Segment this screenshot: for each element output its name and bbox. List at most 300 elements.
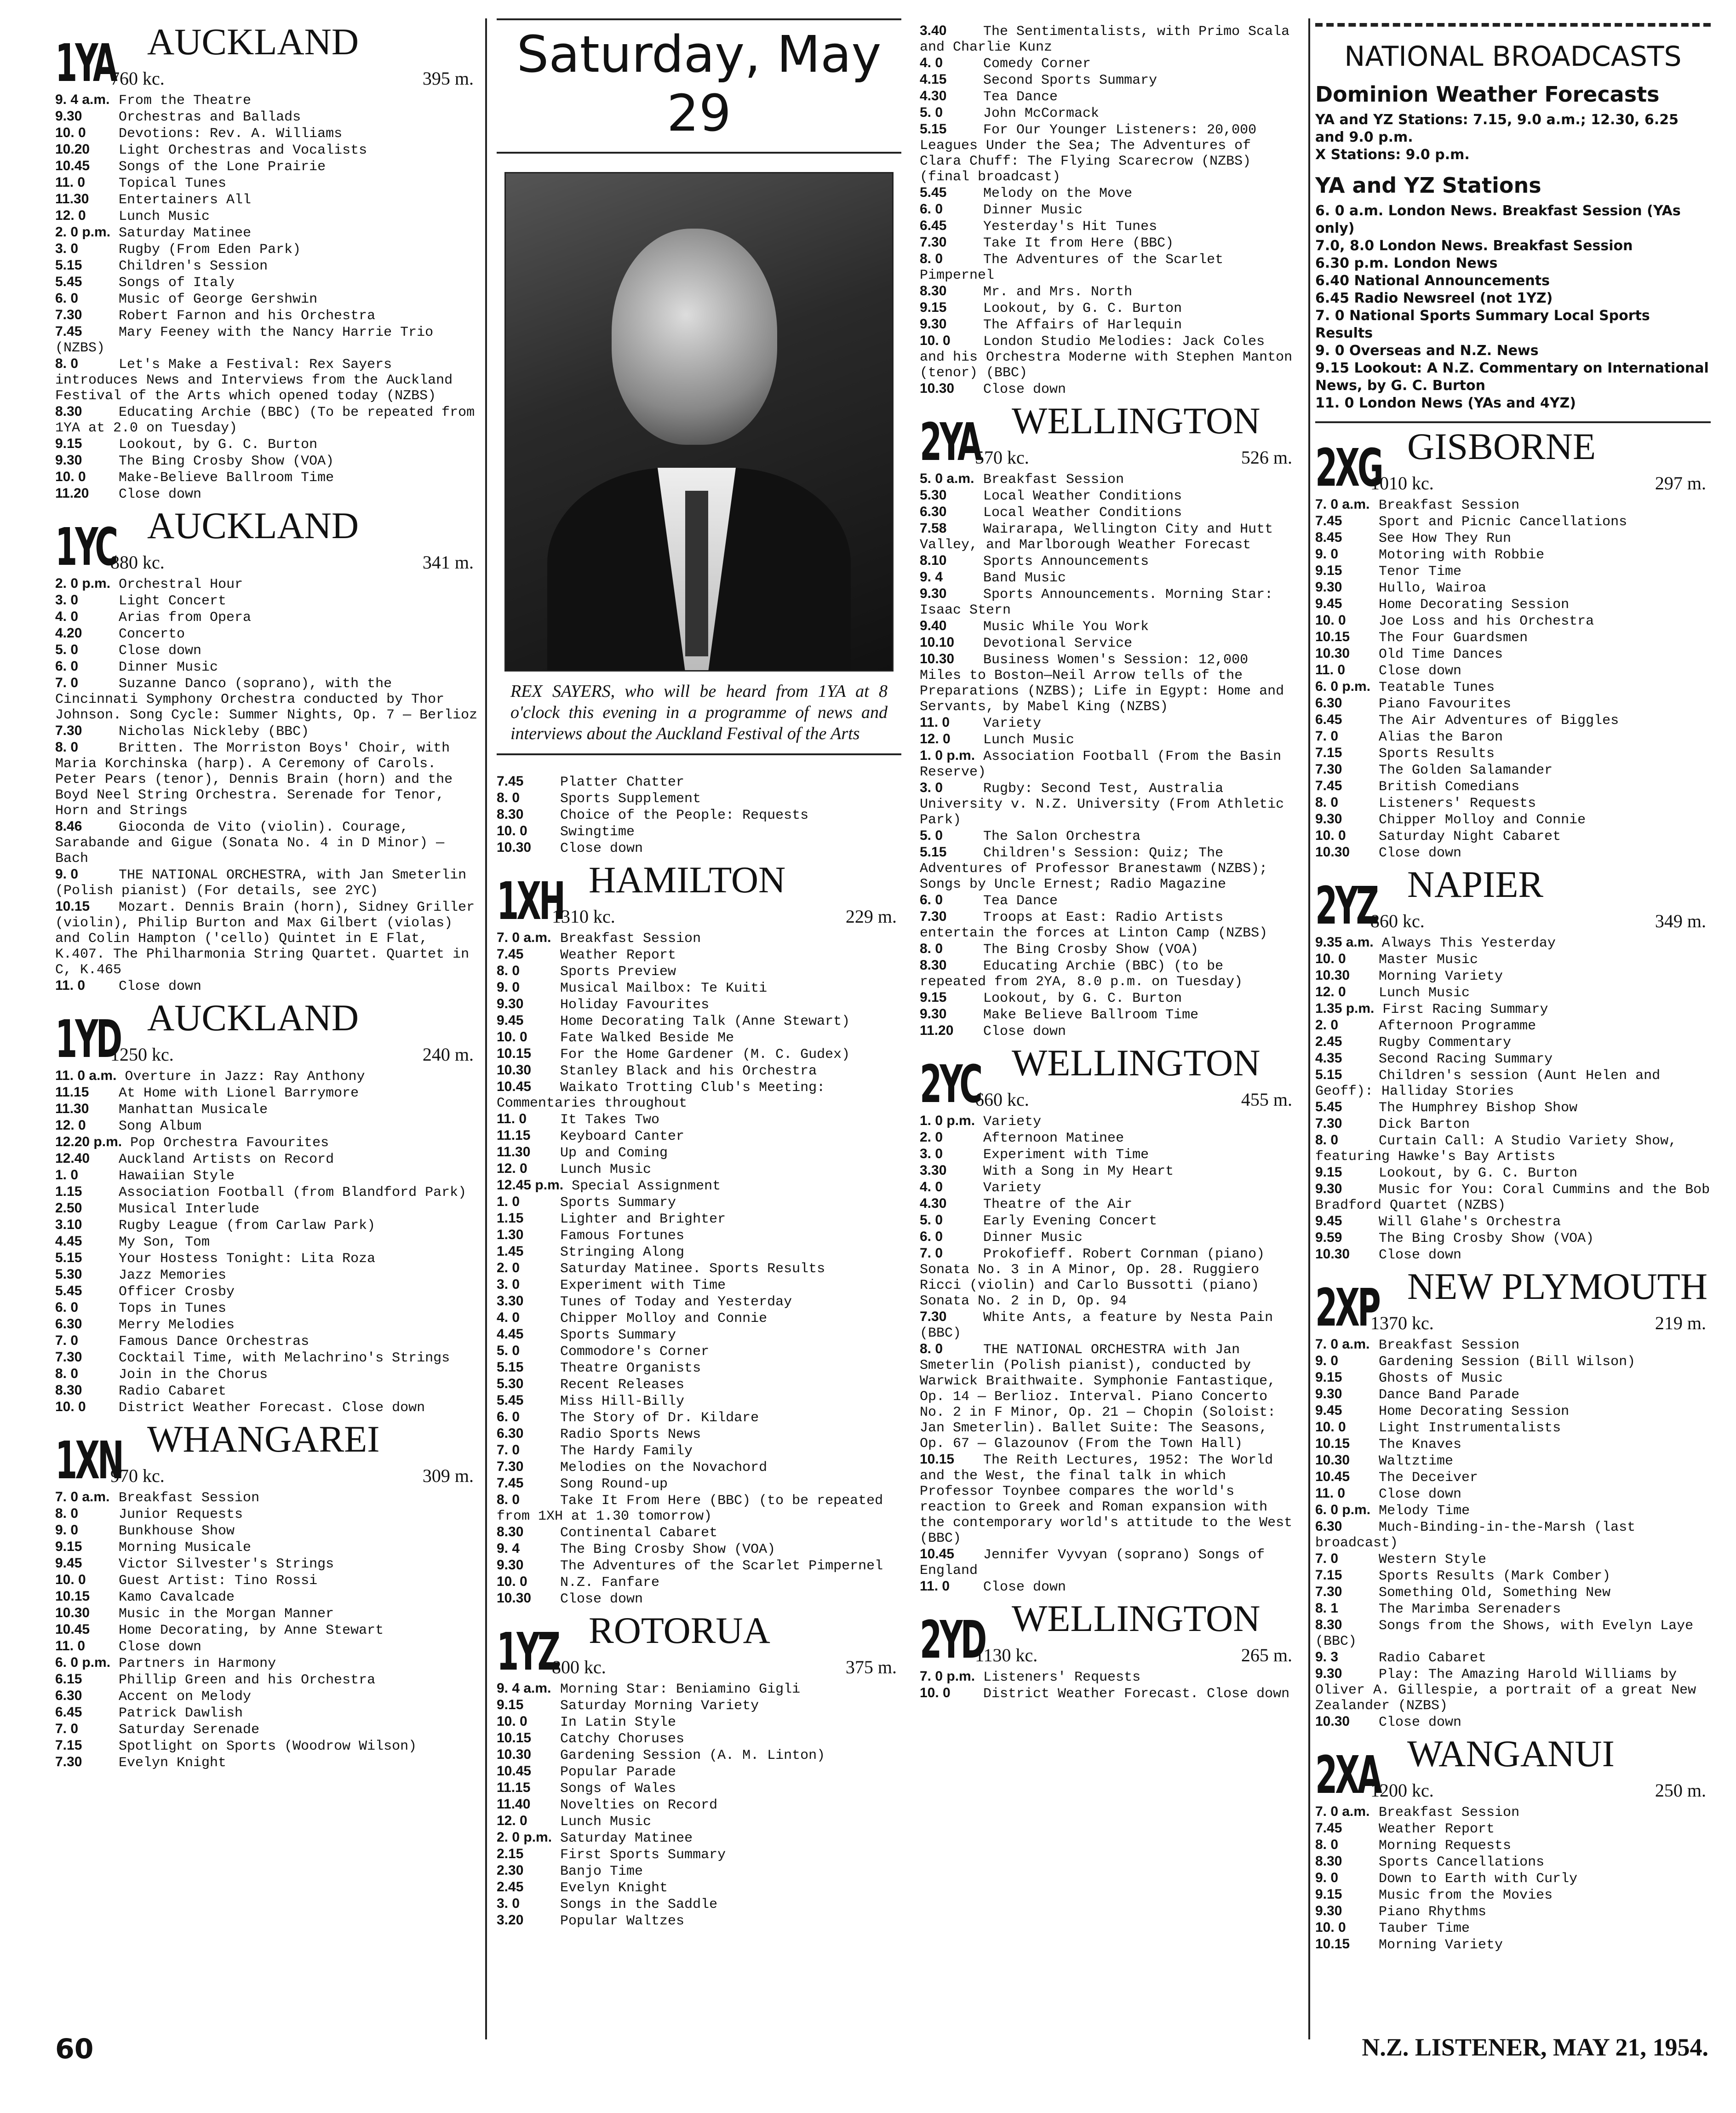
programme-item: [920, 1163, 1297, 1179]
programme-time: 5.15: [55, 1250, 82, 1265]
programme-title: Songs of the Lone Prairie: [119, 159, 326, 175]
programme-time: 7.30: [55, 1349, 82, 1365]
programme-time: 10. 0: [920, 333, 951, 348]
programme-title: See How They Run: [1379, 531, 1512, 546]
programme-item: [497, 1879, 901, 1896]
programme-time: 10.45: [1315, 1469, 1350, 1484]
programme-item: [1315, 695, 1711, 712]
programme-title: Waikato Trotting Club's Meeting: Commentaries throughout: [497, 1080, 825, 1111]
programme-item: [1315, 1804, 1711, 1820]
programme-item: [55, 1572, 478, 1589]
programme-item: [55, 224, 478, 241]
programme-time: 10.30: [1315, 1714, 1350, 1729]
programme-item: [55, 1151, 478, 1167]
programme-time: 7.15: [1315, 1568, 1342, 1583]
programme-list: [1315, 1337, 1711, 1730]
programme-title: THE NATIONAL ORCHESTRA, with Jan Smeterlin (Polish pianist) (For details, see 2YC): [55, 867, 467, 899]
programme-time: 8.30: [55, 1383, 82, 1398]
column-2: [497, 18, 901, 1929]
programme-time: 8.46: [55, 819, 82, 834]
programme-time: 10. 0: [1315, 613, 1346, 628]
programme-time: 7. 0: [55, 1333, 79, 1348]
programme-item: [1315, 1403, 1711, 1419]
programme-title: From the Theatre: [119, 93, 252, 109]
programme-time: 7.45: [1315, 513, 1342, 528]
programme-time: 10.45: [55, 158, 90, 173]
programme-item: [497, 1697, 901, 1714]
programme-item: [920, 892, 1297, 909]
programme-title: The Air Adventures of Biggles: [1379, 713, 1619, 729]
programme-title: Melodies on the Novachord: [560, 1460, 768, 1476]
station-block: [920, 23, 1297, 397]
programme-title: With a Song in My Heart: [983, 1164, 1174, 1179]
programme-title: The Knaves: [1379, 1437, 1462, 1453]
programme-time: 7.45: [497, 1476, 524, 1491]
programme-time: 3. 0: [497, 1277, 520, 1292]
programme-time: 9.15: [920, 990, 947, 1005]
programme-item: [497, 807, 901, 823]
programme-item: [497, 947, 901, 963]
programme-item: [920, 748, 1297, 780]
programme-title: Breakfast Session: [1379, 1805, 1520, 1820]
programme-item: [55, 1118, 478, 1134]
national-item: 6.40 National Announcements: [1315, 273, 1550, 289]
weather-line: YA and YZ Stations: 7.15, 9.0 a.m.; 12.30, 6.25 and 9.0 p.m.: [1315, 112, 1679, 145]
programme-time: 10. 0: [1315, 828, 1346, 843]
programme-item: [55, 819, 478, 867]
programme-title: Theatre Organists: [560, 1361, 701, 1376]
programme-title: Lookout, by G. C. Burton: [983, 301, 1182, 316]
programme-time: 5. 0 a.m.: [920, 471, 974, 486]
programme-time: 9. 0: [1315, 1353, 1339, 1368]
programme-time: 10. 0: [497, 1029, 527, 1045]
programme-time: 7.30: [1315, 1116, 1342, 1131]
programme-item: [920, 1546, 1297, 1579]
programme-time: 7.30: [920, 1309, 947, 1324]
programme-time: 10.45: [920, 1546, 955, 1562]
station-wavelength: 526 m.: [1241, 447, 1292, 468]
programme-time: 7.45: [1315, 778, 1342, 793]
programme-item: [1315, 1051, 1711, 1067]
programme-time: 3. 0: [55, 592, 79, 608]
programme-title: Music for You: Coral Cummins and the Bob Bradford Quartet (NZBS): [1315, 1182, 1710, 1213]
programme-title: Phillip Green and his Orchestra: [119, 1672, 376, 1688]
programme-time: 3.40: [920, 23, 947, 38]
programme-time: 9.30: [55, 453, 82, 468]
programme-time: 9.30: [920, 586, 947, 601]
programme-time: 11.30: [497, 1144, 531, 1160]
programme-item: [497, 1846, 901, 1863]
programme-title: Close down: [1379, 845, 1462, 861]
programme-time: 11.15: [497, 1780, 531, 1795]
programme-time: 8. 0: [55, 740, 79, 755]
programme-title: Britten. The Morriston Boys' Choir, with Maria Korchinska (harp). A Ceremony of Carols. Peter Pears (tenor), Dennis Brain (horn) and the Boyd Neel String Orchestra. Serenade for Tenor, Horn and Strings: [55, 741, 453, 819]
programme-time: 9.15: [55, 436, 82, 451]
programme-item: [497, 1343, 901, 1360]
programme-title: Radio Sports News: [560, 1427, 701, 1442]
programme-time: 2. 0 p.m.: [55, 576, 111, 591]
programme-title: Comedy Corner: [983, 56, 1091, 72]
programme-item: [1315, 811, 1711, 828]
programme-time: 10.30: [497, 1590, 532, 1606]
programme-item: [55, 1068, 478, 1085]
programme-item: [1315, 1116, 1711, 1132]
programme-title: Joe Loss and his Orchestra: [1379, 614, 1594, 629]
programme-title: Home Decorating Session: [1379, 597, 1570, 613]
weather-heading: Dominion Weather Forecasts: [1315, 82, 1660, 107]
programme-time: 11.20: [920, 1023, 954, 1038]
programme-time: 12. 0: [497, 1813, 527, 1828]
programme-time: 2. 0 p.m.: [55, 224, 111, 240]
programme-time: 9.15: [1315, 563, 1342, 578]
programme-time: 7.15: [55, 1738, 82, 1753]
programme-item: [920, 1023, 1297, 1039]
programme-title: Spotlight on Sports (Woodrow Wilson): [119, 1739, 417, 1754]
column-rule-right: [1308, 18, 1310, 2039]
programme-item: [1315, 968, 1711, 984]
programme-title: Home Decorating, by Anne Stewart: [119, 1623, 384, 1638]
programme-title: Nicholas Nickleby (BBC): [119, 724, 309, 740]
programme-item: [55, 486, 478, 502]
programme-time: 11. 0: [920, 1579, 950, 1594]
national-list: [1315, 202, 1711, 423]
programme-time: 6. 0 p.m.: [1315, 679, 1371, 694]
station-frequency: 1200 kc.: [1370, 1780, 1434, 1801]
programme-item: [497, 1714, 901, 1730]
programme-title: Officer Crosby: [119, 1284, 235, 1300]
programme-item: [55, 1539, 478, 1556]
programme-time: 8.30: [1315, 1617, 1342, 1632]
programme-time: 5.45: [1315, 1099, 1342, 1114]
portrait-photo: [504, 172, 894, 672]
programme-time: 7.30: [55, 723, 82, 738]
programme-time: 9.30: [497, 1557, 524, 1573]
programme-title: Tauber Time: [1379, 1921, 1470, 1936]
station-callsign: 2YZ: [1315, 876, 1377, 936]
programme-title: Rugby League (from Carlaw Park): [119, 1218, 376, 1234]
programme-time: 7. 0 p.m.: [920, 1669, 975, 1684]
station-callsign: 1YC: [55, 517, 116, 577]
programme-title: Music of George Gershwin: [119, 292, 318, 307]
programme-item: [55, 1101, 478, 1118]
station-city: NAPIER: [1407, 863, 1544, 905]
programme-title: Dinner Music: [983, 202, 1083, 218]
programme-time: 11. 0: [1315, 1486, 1346, 1501]
station-callsign: 2YC: [920, 1055, 981, 1114]
programme-item: [920, 941, 1297, 958]
programme-title: Sport and Picnic Cancellations: [1379, 514, 1627, 530]
programme-time: 5. 0: [55, 642, 79, 657]
programme-item: [55, 241, 478, 258]
station-city: GISBORNE: [1407, 425, 1596, 467]
programme-title: Educating Archie (BBC) (To be repeated from 1YA at 2.0 on Tuesday): [55, 405, 475, 436]
programme-time: 4. 0: [920, 55, 943, 70]
programme-item: [920, 381, 1297, 397]
programme-time: 9. 4: [920, 569, 943, 585]
national-item: 11. 0 London News (YAs and 4YZ): [1315, 395, 1576, 411]
programme-title: Songs from the Shows, with Evelyn Laye (BBC): [1315, 1618, 1694, 1649]
programme-item: [55, 404, 478, 436]
programme-item: [920, 88, 1297, 105]
programme-item: [1315, 778, 1711, 795]
programme-time: 7.30: [497, 1459, 524, 1474]
programme-time: 7. 0 a.m.: [1315, 1337, 1370, 1352]
programme-item: [497, 1409, 901, 1426]
programme-title: Stringing Along: [560, 1245, 685, 1260]
programme-title: The Four Guardsmen: [1379, 630, 1528, 646]
programme-title: Auckland Artists on Record: [119, 1152, 334, 1167]
station-block: [920, 1597, 1297, 1702]
programme-item: [1315, 1519, 1711, 1551]
programme-title: Something Old, Something New: [1379, 1585, 1611, 1601]
programme-time: 9. 3: [1315, 1649, 1339, 1665]
station-block: [55, 999, 478, 1416]
programme-title: Patrick Dawlish: [119, 1705, 243, 1721]
programme-title: Songs in the Saddle: [560, 1897, 718, 1912]
programme-item: [497, 790, 901, 807]
programme-item: [1315, 1601, 1711, 1617]
programme-item: [1315, 1453, 1711, 1469]
programme-title: Wairarapa, Wellington City and Hutt Valley, and Marlborough Weather Forecast: [920, 522, 1273, 553]
programme-time: 7.45: [1315, 1820, 1342, 1836]
programme-item: [55, 125, 478, 142]
programme-title: Chipper Molloy and Connie: [560, 1311, 768, 1326]
station-callsign: 2XG: [1315, 438, 1381, 498]
programme-item: [497, 1326, 901, 1343]
programme-item: [920, 488, 1297, 504]
programme-time: 3.20: [497, 1912, 524, 1928]
programme-title: Will Glahe's Orchestra: [1379, 1214, 1561, 1230]
programme-time: 7. 0: [1315, 1551, 1339, 1566]
programme-time: 2.50: [55, 1200, 82, 1216]
programme-time: 10.45: [55, 1622, 90, 1637]
programme-time: 4.20: [55, 626, 82, 641]
programme-title: Mozart. Dennis Brain (horn), Sidney Griller (violin), Philip Burton and Max Gilbert (violas) and Colin Hampton ('cello) Quintet in E Flat, K.407. The Philharmonia String Quartet. Quartet in C, K.465: [55, 900, 475, 978]
programme-item: [55, 469, 478, 486]
programme-item: [55, 175, 478, 191]
programme-time: 9.15: [55, 1539, 82, 1554]
programme-time: 6.45: [920, 218, 947, 233]
programme-item: [497, 930, 901, 947]
programme-item: [55, 258, 478, 274]
programme-item: [1315, 1666, 1711, 1714]
programme-time: 3.30: [920, 1163, 947, 1178]
station-block: [55, 507, 478, 994]
programme-item: [55, 1721, 478, 1738]
programme-item: [1315, 513, 1711, 530]
station-callsign: 2YD: [920, 1610, 985, 1670]
programme-title: Manhattan Musicale: [119, 1102, 268, 1118]
programme-item: [55, 92, 478, 109]
programme-title: Banjo Time: [560, 1864, 643, 1879]
publication-line: N.Z. LISTENER, MAY 21, 1954.: [1362, 2033, 1708, 2061]
programme-item: [1315, 629, 1711, 646]
programme-title: Fate Walked Beside Me: [560, 1030, 734, 1046]
programme-time: 9.45: [1315, 1403, 1342, 1418]
programme-title: Radio Cabaret: [119, 1384, 227, 1399]
programme-item: [55, 158, 478, 175]
programme-title: Sports Cancellations: [1379, 1855, 1545, 1870]
programme-title: Variety: [983, 1114, 1042, 1130]
programme-item: [55, 1234, 478, 1250]
programme-item: [55, 291, 478, 307]
programme-item: [497, 1747, 901, 1763]
programme-time: 6.30: [1315, 695, 1342, 711]
station-wavelength: 349 m.: [1655, 911, 1706, 931]
programme-time: 10.15: [920, 1452, 955, 1467]
programme-item: [497, 1459, 901, 1476]
station-frequency: 970 kc.: [110, 1465, 165, 1486]
programme-title: At Home with Lionel Barrymore: [119, 1085, 359, 1101]
station-callsign: 1YD: [55, 1010, 120, 1069]
programme-item: [55, 307, 478, 324]
programme-list: [920, 1669, 1297, 1702]
programme-time: 11. 0 a.m.: [55, 1068, 117, 1083]
programme-item: [55, 1333, 478, 1349]
programme-title: Sports Supplement: [560, 791, 701, 807]
programme-title: Weather Report: [560, 947, 676, 963]
programme-time: 10. 0: [55, 1572, 86, 1587]
programme-time: 8. 0: [497, 790, 520, 805]
programme-title: The Adventures of the Scarlet Pimpernel: [920, 252, 1224, 283]
column-1: [55, 18, 478, 1771]
programme-item: [497, 1426, 901, 1442]
programme-title: Listeners' Requests: [983, 1670, 1141, 1685]
station-frequency: 1310 kc.: [552, 906, 615, 927]
programme-time: 8.30: [55, 404, 82, 419]
programme-item: [55, 675, 478, 723]
programme-item: [1315, 1419, 1711, 1436]
station-block: [55, 1420, 478, 1771]
programme-title: Close down: [983, 1579, 1066, 1595]
programme-title: Light Concert: [119, 593, 227, 609]
programme-item: [55, 626, 478, 642]
programme-time: 8.30: [497, 1524, 524, 1539]
programme-title: Pop Orchestra Favourites: [130, 1135, 329, 1151]
programme-time: 11. 0: [497, 1111, 527, 1126]
programme-item: [920, 1452, 1297, 1546]
programme-item: [55, 1366, 478, 1383]
programme-item: [1315, 1181, 1711, 1213]
programme-title: Close down: [119, 643, 202, 659]
programme-item: [497, 1681, 901, 1697]
station-frequency: 800 kc.: [552, 1657, 606, 1677]
programme-title: Much-Binding-in-the-Marsh (last broadcast): [1315, 1520, 1636, 1551]
station-callsign: 1XH: [497, 872, 564, 931]
programme-time: 5. 0: [920, 1212, 943, 1228]
programme-item: [1315, 1230, 1711, 1246]
programme-time: 5.15: [1315, 1067, 1342, 1082]
programme-item: [920, 990, 1297, 1006]
programme-list: [497, 1681, 901, 1929]
programme-title: Saturday Morning Variety: [560, 1698, 759, 1714]
programme-time: 4.15: [920, 72, 947, 87]
programme-item: [1315, 1617, 1711, 1649]
programme-time: 9.59: [1315, 1230, 1342, 1245]
programme-time: 2. 0: [497, 1260, 520, 1275]
programme-title: Rugby: Second Test, Australia University v. N.Z. University (From Athletic Park): [920, 781, 1284, 828]
station-callsign: 2YA: [920, 413, 980, 472]
programme-time: 10.15: [497, 1730, 532, 1746]
programme-time: 11. 0: [55, 978, 86, 993]
national-item: 7.0, 8.0 London News. Breakfast Session: [1315, 238, 1633, 254]
programme-item: [1315, 1584, 1711, 1601]
programme-item: [497, 840, 901, 856]
programme-item: [55, 109, 478, 125]
programme-title: Lunch Music: [119, 209, 210, 224]
programme-item: [920, 1669, 1297, 1685]
programme-time: 2. 0 p.m.: [497, 1830, 552, 1845]
programme-item: [1315, 1132, 1711, 1165]
programme-item: [1315, 1920, 1711, 1936]
programme-time: 12.40: [55, 1151, 90, 1166]
station-city: AUCKLAND: [147, 997, 359, 1039]
programme-item: [55, 867, 478, 899]
station-block: [1315, 863, 1711, 1263]
programme-title: Music While You Work: [983, 619, 1149, 635]
programme-time: 10.30: [1315, 646, 1350, 661]
programme-time: 7.45: [497, 947, 524, 962]
programme-time: 6. 0: [55, 1300, 79, 1315]
programme-item: [1315, 795, 1711, 811]
programme-time: 8.30: [920, 958, 947, 973]
programme-time: 9.35 a.m.: [1315, 935, 1374, 950]
programme-title: Radio Cabaret: [1379, 1650, 1487, 1666]
station-callsign: 1YA: [55, 34, 115, 93]
programme-item: [497, 1211, 901, 1227]
programme-item: [920, 1196, 1297, 1212]
programme-item: [1315, 729, 1711, 745]
programme-item: [1315, 1386, 1711, 1403]
programme-title: Hullo, Wairoa: [1379, 580, 1487, 596]
programme-time: 9.30: [1315, 1386, 1342, 1401]
programme-item: [1315, 1486, 1711, 1502]
programme-time: 5. 0: [920, 828, 943, 843]
programme-item: [55, 899, 478, 978]
programme-item: [55, 1134, 478, 1151]
programme-time: 10.30: [920, 651, 955, 666]
programme-title: The Bing Crosby Show (VOA): [119, 454, 334, 469]
programme-time: 9.15: [1315, 1370, 1342, 1385]
programme-title: Close down: [1379, 663, 1462, 679]
station-wavelength: 297 m.: [1655, 473, 1706, 494]
programme-item: [55, 1506, 478, 1522]
programme-title: Lookout, by G. C. Burton: [119, 437, 318, 453]
programme-title: Morning Variety: [1379, 1937, 1503, 1953]
station-city: WELLINGTON: [1012, 1042, 1260, 1084]
programme-time: 7. 0: [55, 675, 79, 690]
programme-title: Close down: [560, 841, 643, 856]
programme-title: Junior Requests: [119, 1507, 243, 1522]
programme-title: Master Music: [1379, 952, 1478, 968]
station-block: [920, 402, 1297, 1039]
programme-title: Victor Silvester's Strings: [119, 1556, 334, 1572]
programme-title: White Ants, a feature by Nesta Pain (BBC): [920, 1310, 1273, 1341]
programme-time: 7.45: [497, 774, 524, 789]
programme-time: 7.58: [920, 521, 947, 536]
programme-title: Tops in Tunes: [119, 1301, 227, 1316]
programme-title: The Affairs of Harlequin: [983, 317, 1182, 333]
programme-title: The Reith Lectures, 1952: The World and the West, the final talk in which Professor Toynbee compares the world's reaction to Greek and Roman expansion with the contemporary world's attitude to the West (BBC): [920, 1453, 1293, 1546]
programme-item: [497, 1896, 901, 1912]
programme-item: [497, 1376, 901, 1393]
programme-item: [1315, 1165, 1711, 1181]
programme-item: [497, 1310, 901, 1326]
programme-item: [1315, 745, 1711, 762]
programme-time: 11. 0: [55, 1638, 86, 1654]
programme-item: [497, 1144, 901, 1161]
programme-list: [55, 1489, 478, 1771]
